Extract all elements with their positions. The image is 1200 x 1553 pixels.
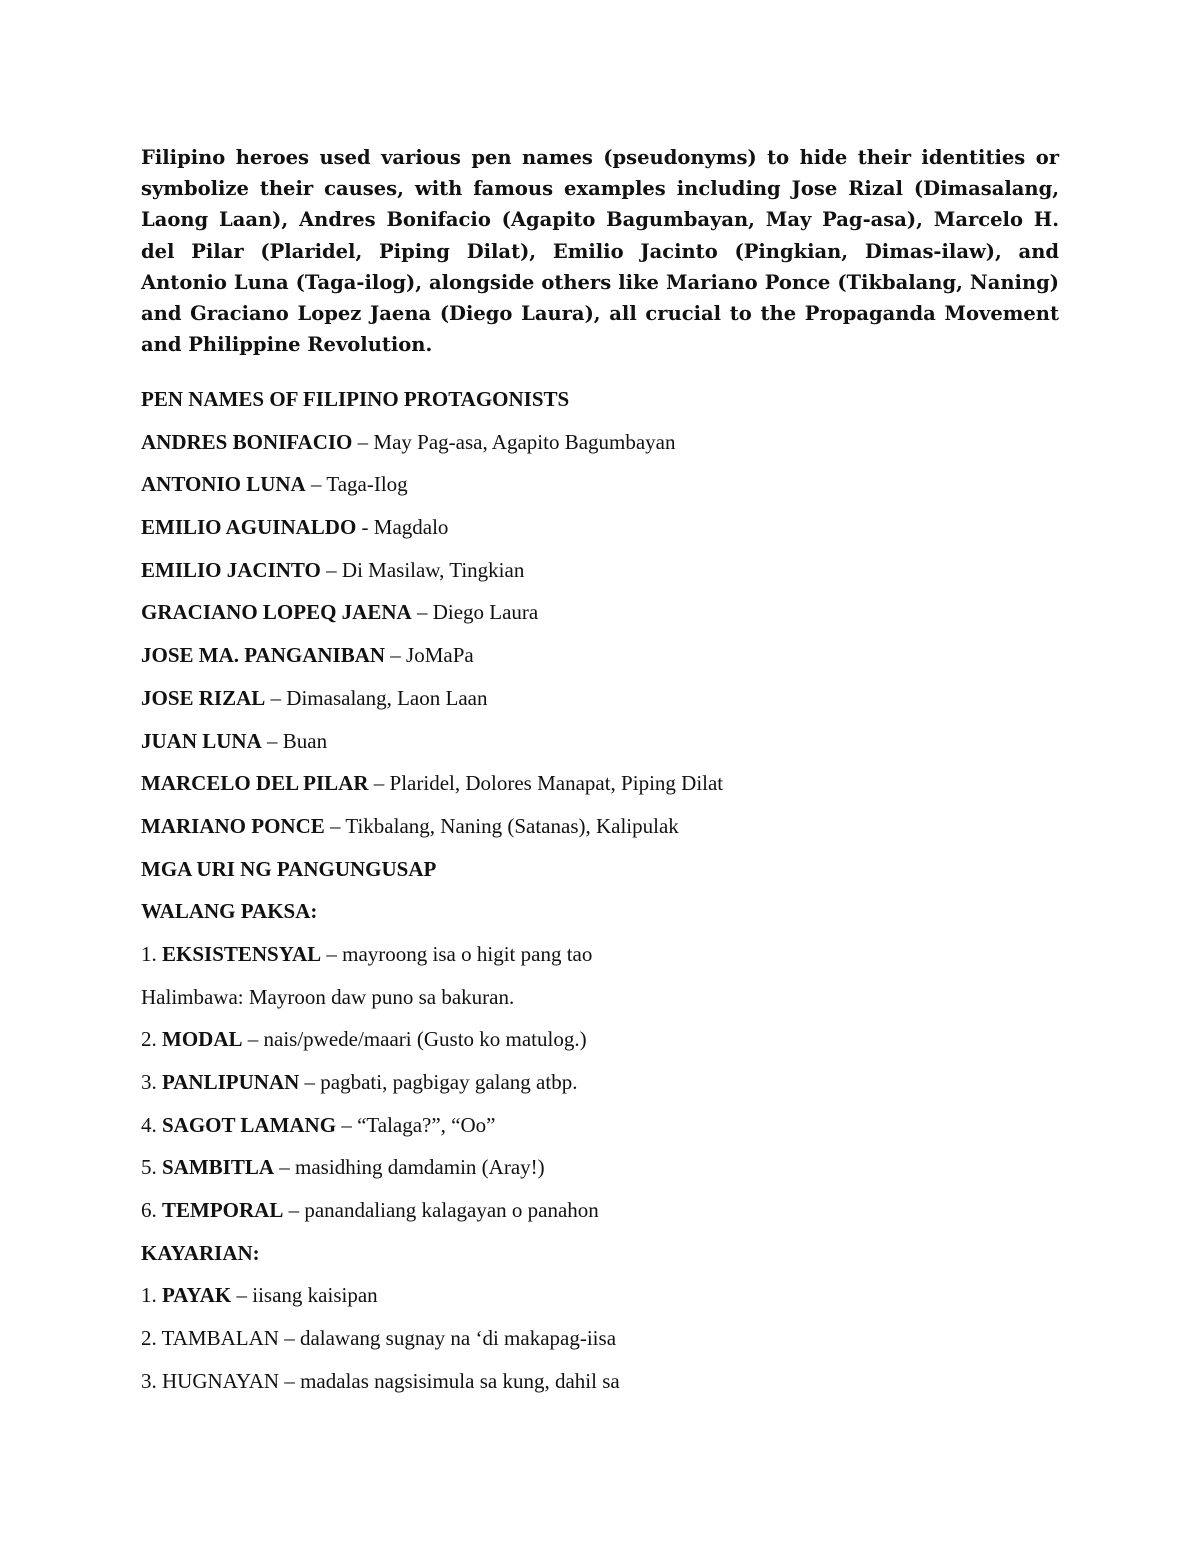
item-term: SAGOT LAMANG: [162, 1112, 337, 1137]
separator: –: [320, 557, 342, 582]
hero-name: MARIANO PONCE: [141, 813, 325, 838]
separator: –: [324, 813, 346, 838]
item-number: 5.: [141, 1155, 162, 1180]
example-line: Halimbawa: Mayroon daw puno sa bakuran.: [141, 984, 515, 1009]
hero-pseudonyms: Buan: [282, 728, 328, 753]
kayarian-heading: KAYARIAN:: [141, 1240, 260, 1265]
list-item: [141, 1068, 1059, 1111]
list-item: [141, 1153, 1059, 1196]
hero-entry: [141, 641, 1059, 684]
hero-pseudonyms: May Pag-asa, Agapito Bagumbayan: [373, 429, 676, 454]
pen-names-heading: PEN NAMES OF FILIPINO PROTAGONISTS: [141, 387, 570, 411]
item-description: – madalas nagsisimula sa kung, dahil sa: [279, 1368, 620, 1393]
item-term: HUGNAYAN: [162, 1368, 280, 1393]
item-description: – mayroong isa o higit pang tao: [321, 941, 593, 966]
item-number: 1.: [141, 941, 162, 966]
hero-name: EMILIO AGUINALDO: [141, 515, 357, 540]
item-description: – pagbati, pagbigay galang atbp.: [299, 1070, 578, 1094]
hero-pseudonyms: Diego Laura: [432, 600, 539, 625]
hero-name: JUAN LUNA: [141, 728, 262, 753]
item-description: – “Talaga?”, “Oo”: [336, 1112, 496, 1137]
hero-entry: [141, 556, 1059, 599]
separator: –: [368, 771, 390, 796]
hero-entry: [141, 428, 1059, 471]
item-description: – masidhing damdamin (Aray!): [274, 1155, 545, 1180]
list-item: [141, 1111, 1059, 1154]
separator: -: [356, 515, 374, 540]
item-term: TEMPORAL: [162, 1198, 284, 1223]
hero-pseudonyms: Di Masilaw, Tingkian: [341, 557, 525, 582]
item-description: – panandaliang kalagayan o panahon: [283, 1198, 599, 1223]
separator: –: [352, 429, 374, 454]
item-number: 1.: [141, 1283, 162, 1308]
item-number: 3.: [141, 1070, 162, 1094]
hero-entry: [141, 727, 1059, 770]
separator: –: [261, 728, 283, 753]
hero-entry: [141, 513, 1059, 556]
hero-name: JOSE MA. PANGANIBAN: [141, 643, 386, 668]
item-term: SAMBITLA: [162, 1155, 275, 1180]
hero-pseudonyms: Dimasalang, Laon Laan: [286, 685, 488, 710]
item-description: – iisang kaisipan: [231, 1283, 378, 1308]
separator: –: [411, 600, 433, 625]
document-page: [141, 142, 1059, 1393]
list-item: [141, 940, 1059, 983]
intro-paragraph: Filipino heroes used various pen names (pseudonyms) to hide their identities or symbolize their causes, with famous examples including Jose Rizal (Dimasalang, Laong Laan), Andres Bonifacio (Agapito Bagumbayan, May Pag-asa), Marcelo H. del Pilar (Plaridel, Piping Dilat), Emilio Jacinto (Pingkian, Dimas-ilaw), and Antonio Luna (Taga-ilog), alongside others like Mariano Ponce (Tikbalang, Naning) and Graciano Lopez Jaena (Diego Laura), all crucial to the Propaganda Movement and Philippine Revolution.: [141, 146, 1059, 357]
hero-name: GRACIANO LOPEQ JAENA: [141, 600, 412, 625]
hero-pseudonyms: Plaridel, Dolores Manapat, Piping Dilat: [389, 771, 724, 796]
item-description: – nais/pwede/maari (Gusto ko matulog.): [242, 1027, 587, 1052]
item-description: – dalawang sugnay na ‘di makapag-iisa: [278, 1326, 617, 1351]
hero-entry: [141, 598, 1059, 641]
list-item: [141, 1025, 1059, 1068]
separator: –: [385, 643, 407, 668]
item-term: MODAL: [162, 1027, 243, 1052]
item-term: PANLIPUNAN: [162, 1070, 300, 1094]
list-item: [141, 1281, 1059, 1324]
hero-pseudonyms: JoMaPa: [406, 643, 474, 668]
item-number: 2.: [141, 1326, 162, 1351]
hero-name: ANDRES BONIFACIO: [141, 429, 353, 454]
item-number: 2.: [141, 1027, 162, 1052]
hero-name: MARCELO DEL PILAR: [141, 771, 369, 796]
item-number: 6.: [141, 1198, 162, 1223]
list-item: [141, 1324, 1059, 1367]
item-term: PAYAK: [162, 1283, 232, 1308]
hero-name: EMILIO JACINTO: [141, 557, 321, 582]
hero-pseudonyms: Magdalo: [373, 515, 449, 540]
separator: –: [305, 472, 327, 497]
hero-pseudonyms: Tikbalang, Naning (Satanas), Kalipulak: [345, 813, 679, 838]
hero-entry: [141, 684, 1059, 727]
hero-entry: [141, 812, 1059, 855]
separator: –: [265, 685, 287, 710]
item-number: 4.: [141, 1112, 162, 1137]
hero-entry: [141, 470, 1059, 513]
list-item: [141, 1196, 1059, 1239]
item-number: 3.: [141, 1368, 162, 1393]
hero-entry: [141, 769, 1059, 812]
uri-heading: MGA URI NG PANGUNGUSAP: [141, 856, 437, 881]
list-item: [141, 1367, 1059, 1410]
hero-pseudonyms: Taga-Ilog: [326, 472, 408, 497]
walang-paksa-heading: WALANG PAKSA:: [141, 899, 318, 924]
item-term: EKSISTENSYAL: [162, 941, 322, 966]
item-term: TAMBALAN: [161, 1326, 279, 1351]
notes-list: [141, 385, 1059, 1410]
hero-name: JOSE RIZAL: [141, 685, 266, 710]
hero-name: ANTONIO LUNA: [141, 472, 306, 497]
